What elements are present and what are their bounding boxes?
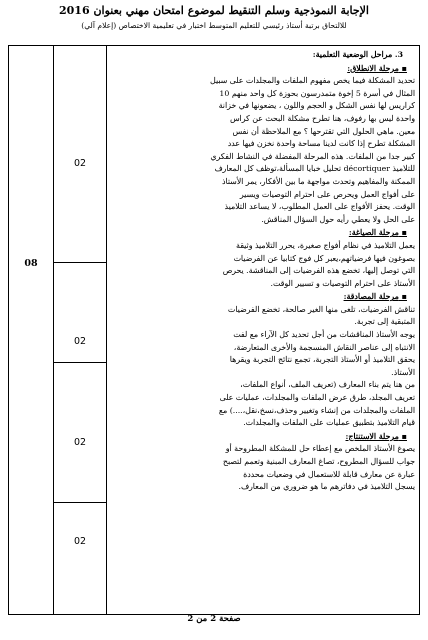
page-number: صفحة 2 من 2 — [187, 614, 241, 624]
text-line: جواب للسؤال المطروح، تصاغ المعارف المبنية وتعمم لتصبح — [222, 457, 415, 466]
score-formulation: 02 — [73, 336, 87, 347]
score-divider — [54, 502, 106, 503]
text-line: تعريف المجلد، طرق عرض الملفات والمجلدات، عمليات على — [219, 393, 415, 403]
text-line: قيام التلاميذ بتطبيق عمليات على الملفات والمجلدات. — [243, 418, 415, 428]
text-line: الملفات والمجلدات من إنشاء وتغيير وحذف،نسخ،نقل،....) مع — [218, 405, 415, 415]
text-line: يصوغ الأستاذ الملخص مع إعطاء حل للمشكلة المطروحة أو — [225, 444, 415, 454]
text-line: واحدة ليس بها رفوف، هنا تطرح مشكلة البحث عن كراس — [230, 113, 415, 123]
text-line: يعمل التلاميذ في نظام أفواج صغيرة، يحرر التلاميذ وثيقة — [236, 240, 415, 250]
total-score: 08 — [24, 258, 38, 269]
score-conclusion: 02 — [73, 536, 87, 547]
bullet-icon: ▪ — [398, 291, 407, 302]
partial-score-column — [54, 46, 107, 615]
text-line: على أفواج العمل ويحرص على احترام التوصيات ويسير — [239, 189, 415, 199]
text-line: الأستاذ. — [391, 367, 415, 377]
text-line: تناقش الفرضيات، تلغى منها الغير صالحة، تخضع الفرضيات — [227, 304, 415, 314]
total-score-column — [9, 46, 54, 615]
document-title: الإجابة النموذجية وسلم التنقيط لموضوع امتحان مهني بعنوان 2016 — [59, 4, 369, 17]
section-title-validation: ▪ مرحلة المصادقة: — [343, 291, 407, 302]
text-line: معين. ماهي الحلول التي تقترحها ؟ مع الملاحظة أن نفس — [232, 126, 415, 136]
section-title-launch: ▪ مرحلة الانطلاق: — [347, 62, 407, 73]
text-line: من هنا يتم بناء المعارف (تعريف الملف، أنواع الملفات، — [240, 380, 415, 390]
main-title: 3. مراحل الوضعية التعلمية: — [312, 50, 403, 59]
text-line: بصوغون فيها فرضياتهم،يعبر كل فوج كتابيا عن الفرضيات — [233, 253, 415, 263]
section-title-conclusion: ▪ مرحلة الاستنتاج: — [345, 430, 407, 441]
text-line: يسجل التلاميذ في دفاترهم ما هو ضروري من المعارف. — [238, 482, 415, 492]
text-line: المثال في أسرة 5 إخوة متمدرسون بحوزة كل واحد منهم 10 — [219, 88, 415, 98]
bullet-icon: ▪ — [398, 430, 407, 441]
document-subtitle: للالتحاق برتبة أستاذ رئيسي للتعليم المتوسط اختبار في تعليمية الاختصاص (إعلام آلي) — [81, 21, 347, 30]
text-line: كراريس لها نفس الشكل و الحجم واللون ، يضعونها في خزانة — [218, 101, 415, 111]
text-line: عبارة عن معارف قابلة للاستعمال في وضعيات محددة — [243, 469, 415, 479]
text-line: يوجه الأستاذ المناقشات من أجل تحديد كل الآراء مع لفت — [233, 330, 415, 340]
text-line: المشكلة تطرح إذا كانت لدينا مساحة واحدة نخزن فيها عدد — [227, 139, 415, 149]
text-line: التي توصل إليها، تخضع هذه الفرضيات إلى المناقشة. يحرص — [222, 266, 415, 276]
grading-table — [8, 45, 420, 615]
text-line: الوقت. يحفز الأفواج على العمل المطلوب، لا يساعد التلاميذ — [224, 202, 415, 212]
text-line: على الحل ولا يعطي رأيه حول السؤال المناقش. — [261, 214, 415, 224]
answer-text-column — [107, 46, 420, 615]
text-line: الانتباه إلى عناصر النقاش المنسجمة والأخرى المتعارضة، — [233, 342, 415, 352]
text-line: كبير جدا من الملفات. هذه المرحلة المفضلة في النشاط الفكري — [210, 151, 415, 161]
answer-content — [107, 46, 419, 494]
score-divider — [54, 362, 106, 363]
text-line: تحديد المشكلة فيما يخص مفهوم الملفات والمجلدات على سبيل — [210, 76, 415, 86]
text-line: للتلاميذ décortiquer تحليل خبايا المسألة،توظف كل المعارف — [214, 164, 415, 174]
score-validation: 02 — [73, 437, 87, 448]
text-line: الأستاذ على احترام التوصيات و تسيير الوقت. — [270, 278, 415, 288]
bullet-icon: ▪ — [398, 62, 407, 73]
text-line: المتبقية إلى تجربة. — [354, 317, 415, 327]
section-title-formulation: ▪ مرحلة الصياغة: — [348, 227, 407, 238]
bullet-icon: ▪ — [398, 227, 407, 238]
score-divider — [54, 262, 106, 263]
text-line: الممكنة والمفاهيم وتحدث مواجهة ما بين الأفكار، يمر الأستاذ — [221, 176, 415, 186]
text-line: يحقق التلاميذ أو الأستاذ التجربة، تجمع نتائج التجربة ويقرها — [229, 355, 415, 365]
score-launch: 02 — [73, 158, 87, 169]
